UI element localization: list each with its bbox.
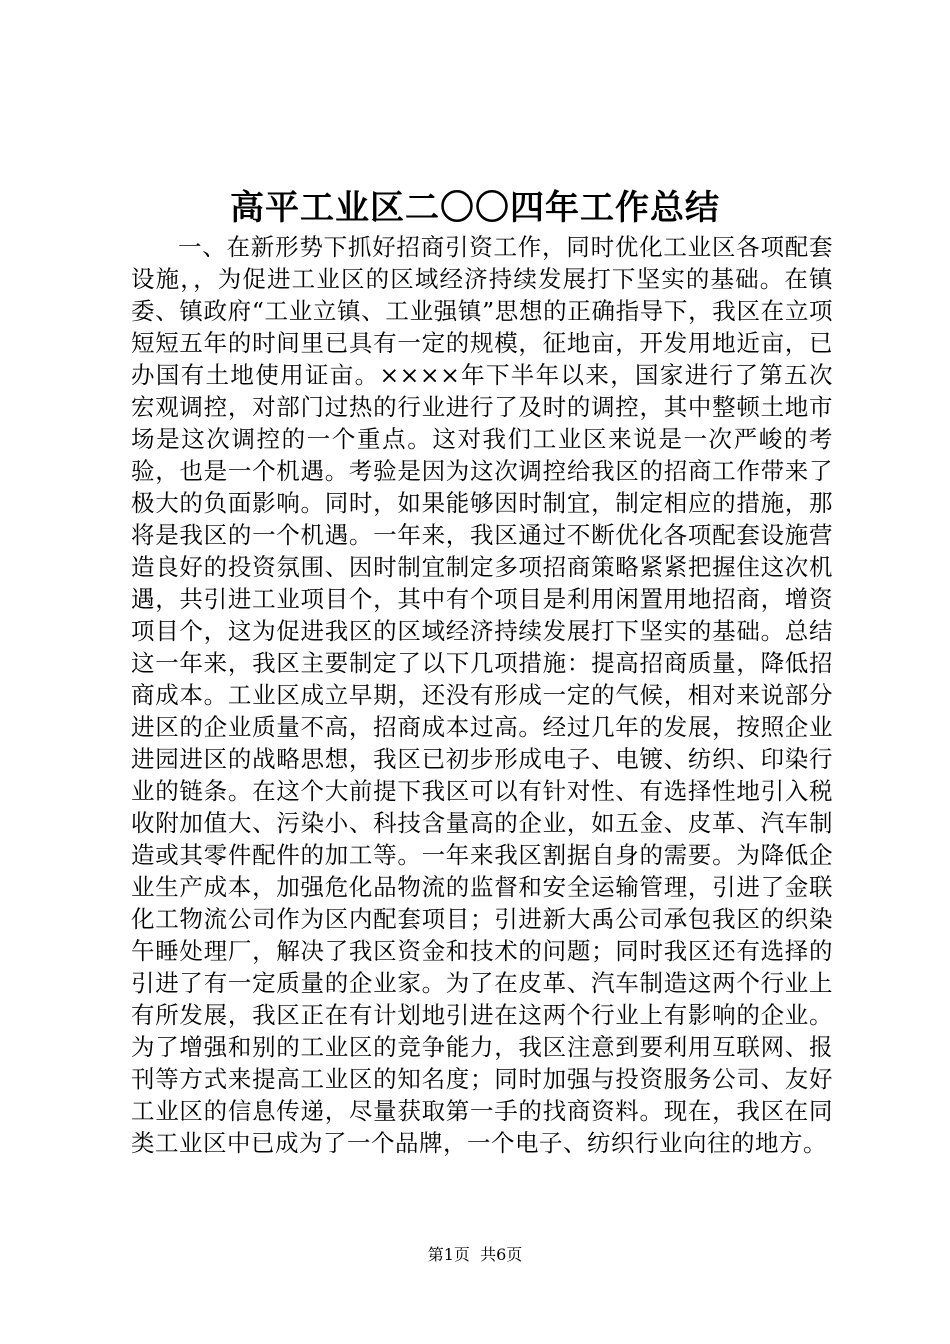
document-title: 高平工业区二〇〇四年工作总结 xyxy=(230,188,720,228)
footer-separator xyxy=(470,1245,480,1264)
body-paragraph: 一、在新形势下抓好招商引资工作，同时优化工业区各项配套设施，，为促进工业区的区域经济持续发展打下坚实的基础。在镇委、镇政府“工业立镇、工业强镇”思想的正确指导下，我区在立项短短五年的时间里已具有一定的规模，征地亩，开发用地近亩，已办国有土地使用证亩。××××年下半年以来，国家进行了第五次宏观调控，对部门过热的行业进行了及时的调控，其中整顿土地市场是这次调控的一个重点。这对我们工业区来说是一次严峻的考验，也是一个机遇。考验是因为这次调控给我区的招商工作带来了极大的负面影响。同时，如果能够因时制宜，制定相应的措施，那将是我区的一个机遇。一年来，我区通过不断优化各项配套设施营造良好的投资氛围、因时制宜制定多项招商策略紧紧把握住这次机遇，共引进工业项目个，其中有个项目是利用闲置用地招商，增资项目个，这为促进我区的区域经济持续发展打下坚实的基础。总结这一年来，我区主要制定了以下几项措施：提高招商质量，降低招商成本。工业区成立早期，还没有形成一定的气候，相对来说部分进区的企业质量不高，招商成本过高。经过几年的发展，按照企业进园进区的战略思想，我区已初步形成电子、电镀、纺织、印染行业的链条。在这个大前提下我区可以有针对性、有选择性地引入税收附加值大、污染小、科技含量高的企业，如五金、皮革、汽车制造或其零件配件的加工等。一年来我区割据自身的需要。为降低企业生产成本，加强危化品物流的监督和安全运输管理，引进了金联化工物流公司作为区内配套项目；引进新大禹公司承包我区的织染午睡处理厂，解决了我区资金和技术的问题；同时我区还有选择的引进了有一定质量的企业家。为了在皮革、汽车制造这两个行业上有所发展，我区正在有计划地引进在这两个行业上有影响的企业。为了增强和别的工业区的竞争能力，我区注意到要利用互联网、报刊等方式来提高工业区的知名度；同时加强与投资服务公司、友好工业区的信息传递，尽量获取第一手的找商资料。现在，我区在同类工业区中已成为了一个品牌，一个电子、纺织行业向往的地方。 xyxy=(131,233,833,1157)
page-number: 第1页 xyxy=(427,1245,470,1264)
page-footer xyxy=(0,1244,950,1266)
page-total: 共6页 xyxy=(480,1245,523,1264)
